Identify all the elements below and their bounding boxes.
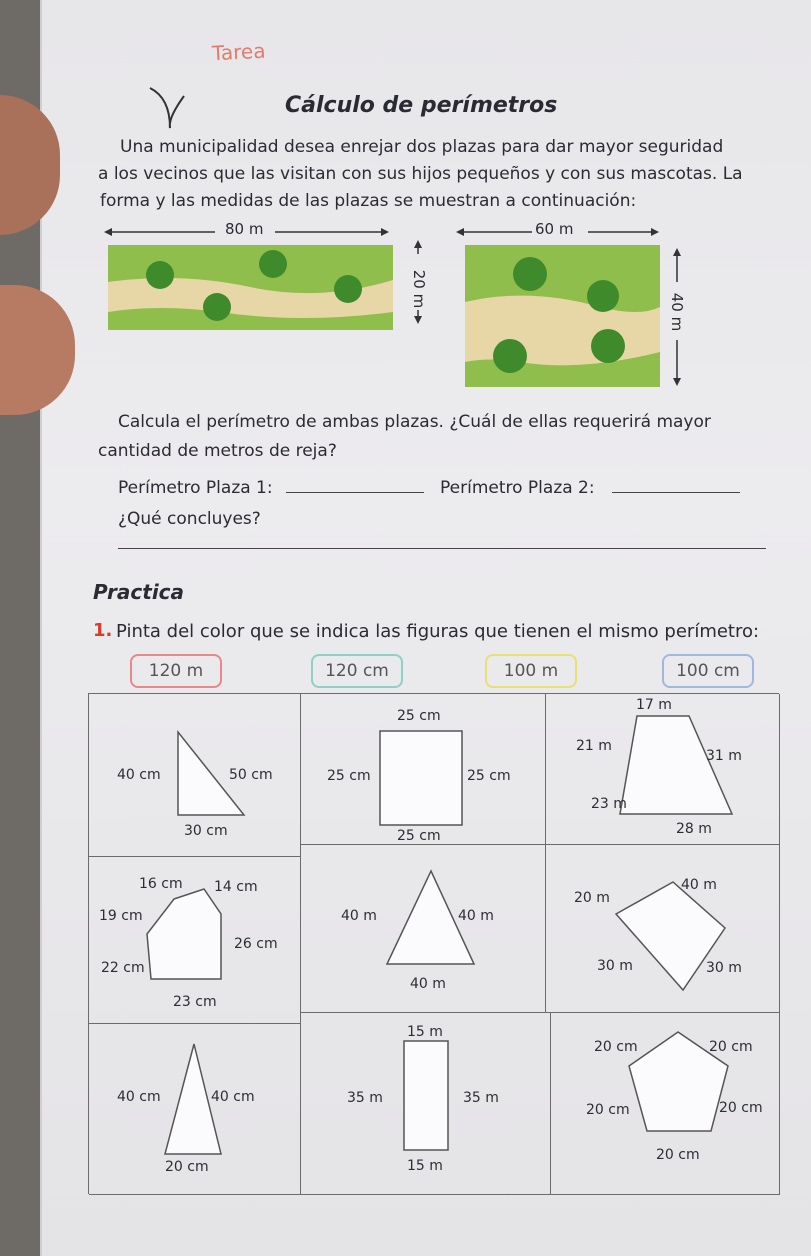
answer-blank-plaza1[interactable] (286, 492, 424, 493)
perimeter-plaza1-label: Perímetro Plaza 1: (118, 478, 273, 498)
figure-label: 14 cm (214, 879, 258, 895)
question-line: Calcula el perímetro de ambas plazas. ¿Cuál de ellas requerirá mayor (118, 412, 711, 432)
figure-label: 23 m (591, 796, 627, 812)
figure-label: 40 cm (211, 1089, 255, 1105)
figure-label: 23 cm (173, 994, 217, 1010)
plaza2-width-label: 60 m (535, 220, 574, 238)
question-line: cantidad de metros de reja? (98, 441, 337, 461)
figure-label: 19 cm (99, 908, 143, 924)
plazas-illustration (100, 212, 700, 397)
figures-drawing (89, 694, 779, 1194)
figure-label: 15 m (407, 1024, 443, 1040)
figure-label: 21 m (576, 738, 612, 754)
figure-label: 16 cm (139, 876, 183, 892)
figure-label: 30 m (597, 958, 633, 974)
pill-100cm: 100 cm (662, 654, 754, 688)
figure-label: 50 cm (229, 767, 273, 783)
figure-label: 31 m (706, 748, 742, 764)
intro-line: a los vecinos que las visitan con sus hijos pequeños y con sus mascotas. La (98, 164, 743, 184)
answer-line-conclusion[interactable] (118, 548, 766, 549)
conclude-prompt: ¿Qué concluyes? (118, 509, 261, 529)
figure-label: 25 cm (467, 768, 511, 784)
handwritten-check-mark (140, 78, 190, 138)
figure-label: 22 cm (101, 960, 145, 976)
figure-label: 17 m (636, 697, 672, 713)
figure-label: 30 m (706, 960, 742, 976)
plaza1-width-label: 80 m (225, 220, 264, 238)
figure-label: 20 cm (586, 1102, 630, 1118)
figure-label: 20 cm (165, 1159, 209, 1175)
item-number: 1. (93, 620, 113, 641)
shape-square (380, 731, 462, 825)
answer-blank-plaza2[interactable] (612, 492, 740, 493)
plaza1-height-label: 20 m (410, 269, 429, 309)
figure-label: 20 m (574, 890, 610, 906)
figure-label: 20 cm (709, 1039, 753, 1055)
figure-label: 30 cm (184, 823, 228, 839)
figure-label: 15 m (407, 1158, 443, 1174)
figure-label: 40 m (410, 976, 446, 992)
figure-label: 40 m (681, 877, 717, 893)
figure-label: 40 m (341, 908, 377, 924)
plaza2-height-label: 40 m (668, 292, 687, 332)
shape-trapezoid (620, 716, 732, 814)
perimeter-plaza2-label: Perímetro Plaza 2: (440, 478, 595, 498)
figures-grid (88, 693, 779, 1194)
section-heading: Practica (93, 580, 185, 604)
shape-rectangle (404, 1041, 448, 1150)
figure-label: 20 cm (656, 1147, 700, 1163)
figure-label: 25 cm (327, 768, 371, 784)
handwritten-note: Tarea (211, 38, 267, 66)
figure-label: 25 cm (397, 708, 441, 724)
pill-120cm: 120 cm (311, 654, 403, 688)
figure-label: 40 m (458, 908, 494, 924)
intro-line: forma y las medidas de las plazas se muestran a continuación: (100, 191, 637, 211)
pill-100m: 100 m (485, 654, 577, 688)
page-title: Cálculo de perímetros (285, 93, 558, 118)
figure-label: 20 cm (594, 1039, 638, 1055)
figure-label: 35 m (347, 1090, 383, 1106)
figure-label: 40 cm (117, 1089, 161, 1105)
intro-line: Una municipalidad desea enrejar dos plazas para dar mayor seguridad (120, 137, 724, 157)
figure-label: 20 cm (719, 1100, 763, 1116)
figure-label: 26 cm (234, 936, 278, 952)
instruction: Pinta del color que se indica las figuras que tienen el mismo perímetro: (116, 621, 760, 642)
figure-label: 35 m (463, 1090, 499, 1106)
figure-label: 25 cm (397, 828, 441, 844)
figure-label: 40 cm (117, 767, 161, 783)
pill-120m: 120 m (130, 654, 222, 688)
figure-label: 28 m (676, 821, 712, 837)
shape-hexagon (147, 889, 221, 979)
